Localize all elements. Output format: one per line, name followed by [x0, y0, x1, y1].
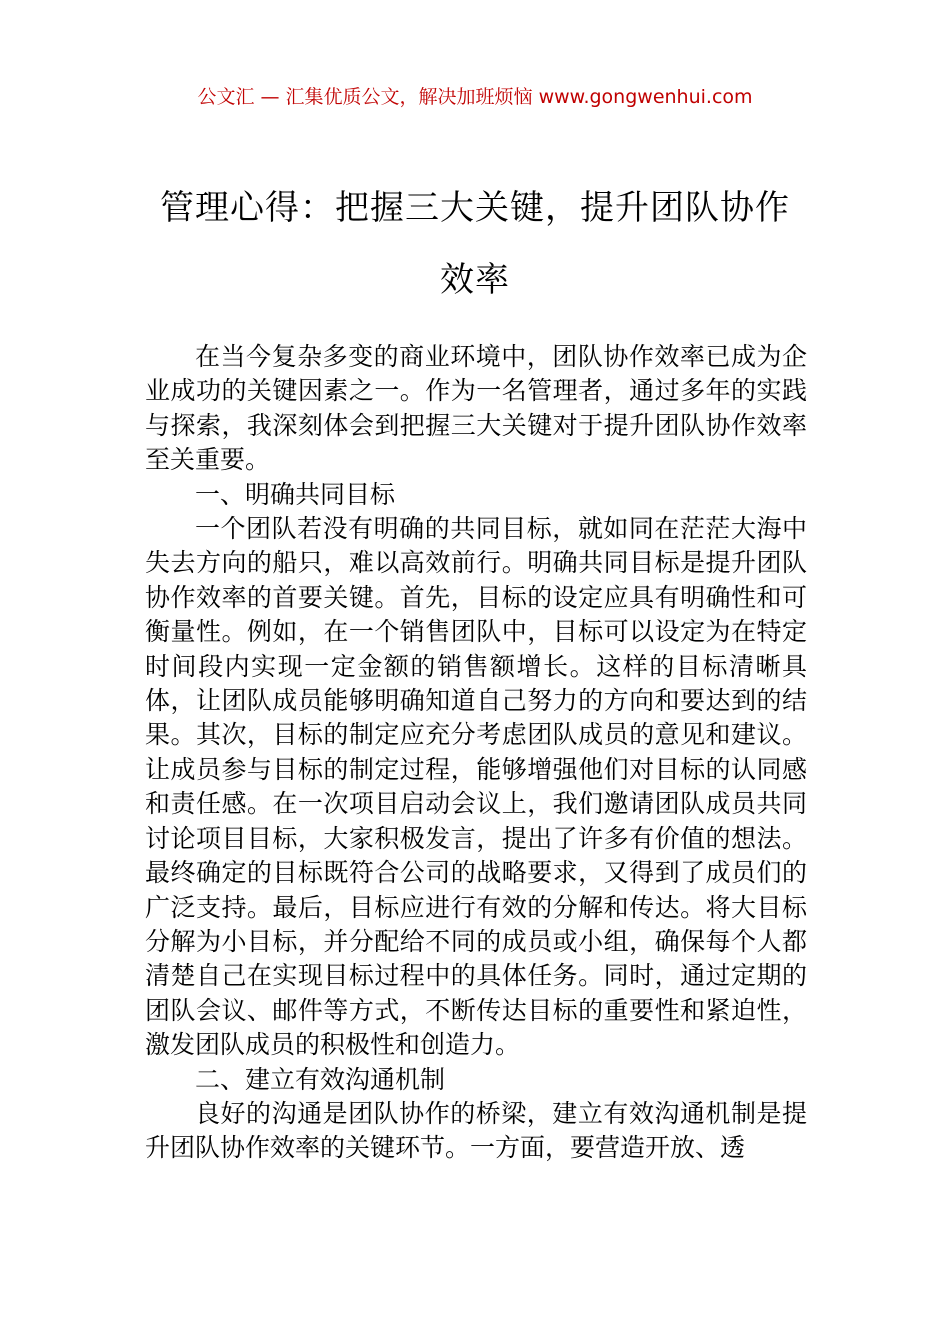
intro-paragraph: 在当今复杂多变的商业环境中，团队协作效率已成为企业成功的关键因素之一。作为一名管理者，通过多年的实践与探索，我深刻体会到把握三大关键对于提升团队协作效率至关重要。 — [145, 342, 807, 475]
section-2-paragraph: 良好的沟通是团队协作的桥梁，建立有效沟通机制是提升团队协作效率的关键环节。一方面，要营造开放、透 — [145, 1098, 807, 1163]
header-banner: 公文汇 — 汇集优质公文，解决加班烦恼 www.gongwenhui.com — [197, 86, 753, 108]
section-heading-1: 一、明确共同目标 — [195, 479, 396, 509]
section-heading-2: 二、建立有效沟通机制 — [195, 1064, 446, 1094]
document-body — [145, 340, 807, 1166]
document-title: 管理心得：把握三大关键，提升团队协作效率 — [160, 188, 790, 300]
section-1-paragraph: 一个团队若没有明确的共同目标，就如同在茫茫大海中失去方向的船只，难以高效前行。明确共同目标是提升团队协作效率的首要关键。首先，目标的设定应具有明确性和可衡量性。例如，在一个销售团队中，目标可以设定为在特定时间段内实现一定金额的销售额增长。这样的目标清晰具体，让团队成员能够明确知道自己努力的方向和要达到的结果。其次，目标的制定应充分考虑团队成员的意见和建议。让成员参与目标的制定过程，能够增强他们对目标的认同感和责任感。在一次项目启动会议上，我们邀请团队成员共同讨论项目目标，大家积极发言，提出了许多有价值的想法。最终确定的目标既符合公司的战略要求，又得到了成员们的广泛支持。最后，目标应进行有效的分解和传达。将大目标分解为小目标，并分配给不同的成员或小组，确保每个人都清楚自己在实现目标过程中的具体任务。同时，通过定期的团队会议、邮件等方式，不断传达目标的重要性和紧迫性，激发团队成员的积极性和创造力。 — [145, 514, 807, 1060]
